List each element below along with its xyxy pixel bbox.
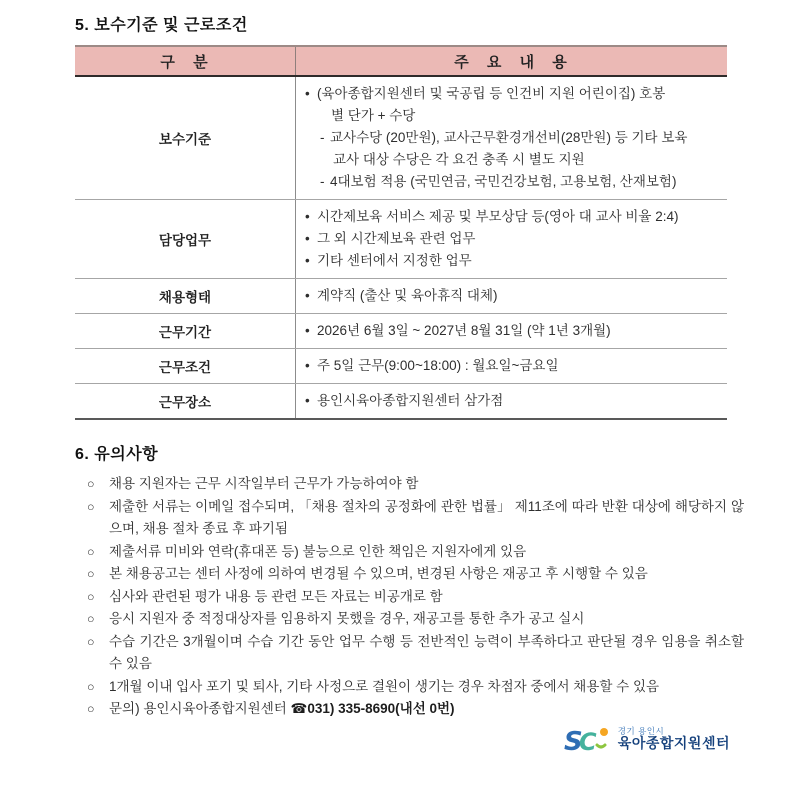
table-row-work-location <box>75 384 727 418</box>
bullet-icon: • <box>305 323 310 338</box>
note-text: 1개월 이내 입사 포기 및 퇴사, 기타 사정으로 결원이 생기는 경우 차점자 중에서 채용할 수 있음 <box>109 678 660 694</box>
line-text: 용인시육아종합지원센터 삼가점 <box>317 393 504 408</box>
content-line <box>302 171 723 193</box>
row-label: 근무기간 <box>158 325 212 340</box>
line-text: 그 외 시간제보육 관련 업무 <box>317 231 476 246</box>
table-row-employment-type <box>75 279 727 314</box>
table-row-pay <box>75 77 727 200</box>
section5-title: 5. 보수기준 및 근로조건 <box>75 17 248 34</box>
phone-number: ☎031) 335-8690(내선 0번) <box>290 701 455 716</box>
table-header-content: 주 요 내 용 <box>295 47 727 75</box>
conditions-table <box>75 45 727 420</box>
note-text: 수습 기간은 3개월이며 수습 기간 동안 업무 수행 등 전반적인 능력이 부족하다고 판단될 경우 임용을 취소할 수 있음 <box>109 633 744 671</box>
row-label: 근무조건 <box>158 360 212 375</box>
section6-title: 6. 유의사항 <box>75 446 159 463</box>
bullet-icon: • <box>305 209 310 224</box>
note-text: 채용 지원자는 근무 시작일부터 근무가 가능하여야 함 <box>109 476 419 491</box>
logo-region: 경기 용인시 <box>617 726 665 737</box>
note-text: 제출한 서류는 이메일 접수되며, 「채용 절차의 공정화에 관한 법률」 제11조에 따라 반환 대상에 해당하지 않으며, 채용 절차 종료 후 파기됨 <box>109 498 744 536</box>
content-line <box>302 228 723 250</box>
logo-text <box>618 727 730 752</box>
content-line <box>302 285 723 307</box>
bullet-icon: • <box>305 86 310 101</box>
row-content <box>295 279 727 313</box>
row-label: 보수기준 <box>158 132 212 147</box>
content-line <box>302 250 723 272</box>
footer <box>75 723 730 763</box>
circle-marker-icon: ○ <box>87 567 95 581</box>
line-text: 2026년 6월 3일 ~ 2027년 8월 31일 (약 1년 3개월) <box>317 323 611 338</box>
content-line <box>302 127 723 149</box>
row-content <box>295 384 727 418</box>
note-text <box>109 698 744 721</box>
list-item <box>87 541 744 564</box>
row-label: 근무장소 <box>158 395 212 410</box>
list-item <box>87 473 744 496</box>
content-line <box>302 320 723 342</box>
table-row-duties <box>75 200 727 279</box>
contact-text: 문의) 용인시육아종합지원센터 <box>109 701 291 716</box>
bullet-icon: • <box>305 393 310 408</box>
list-item <box>87 563 744 586</box>
table-row-work-period <box>75 314 727 349</box>
dash-icon: - <box>320 174 325 189</box>
content-line <box>302 83 723 105</box>
table-row-work-conditions <box>75 349 727 384</box>
line-text: (육아종합지원센터 및 국공립 등 인건비 지원 어린이집) 호봉 <box>317 86 666 101</box>
table-header-row <box>75 47 727 77</box>
dash-icon: - <box>320 130 325 145</box>
row-content <box>295 314 727 348</box>
list-item <box>87 586 744 609</box>
circle-marker-icon: ○ <box>87 477 95 491</box>
circle-marker-icon: ○ <box>87 499 95 514</box>
row-label: 담당업무 <box>158 233 212 248</box>
notes-list <box>87 473 744 721</box>
line-text: 계약직 (출산 및 육아휴직 대체) <box>317 288 498 303</box>
line-text: 4대보험 적용 (국민연금, 국민건강보험, 고용보험, 산재보험) <box>330 174 677 189</box>
row-content <box>295 349 727 383</box>
content-line <box>302 355 723 377</box>
list-item <box>87 631 744 676</box>
list-item-contact <box>87 698 744 721</box>
note-text: 제출서류 미비와 연락(휴대폰 등) 불능으로 인한 책임은 지원자에게 있음 <box>109 543 527 559</box>
note-text: 응시 지원자 중 적정대상자를 임용하지 못했을 경우, 재공고를 통한 추가 공고 실시 <box>109 611 585 626</box>
center-logo <box>564 723 730 757</box>
line-text: 별 단가 + 수당 <box>331 108 416 123</box>
row-content <box>295 200 727 278</box>
line-text: 교사수당 (20만원), 교사근무환경개선비(28만원) 등 기타 보육 <box>330 130 688 145</box>
circle-marker-icon: ○ <box>87 634 95 649</box>
content-line <box>302 105 723 127</box>
circle-marker-icon: ○ <box>87 544 95 559</box>
svg-text:S: S <box>563 726 583 757</box>
circle-marker-icon: ○ <box>87 702 95 716</box>
line-text: 주 5일 근무(9:00~18:00) : 월요일~금요일 <box>317 358 559 373</box>
bullet-icon: • <box>305 231 310 246</box>
note-text: 심사와 관련된 평가 내용 등 관련 모든 자료는 비공개로 함 <box>109 588 443 604</box>
content-line <box>302 149 723 171</box>
sci-logo-icon <box>564 723 612 757</box>
list-item <box>87 608 744 631</box>
circle-marker-icon: ○ <box>87 612 95 626</box>
line-text: 시간제보육 서비스 제공 및 부모상담 등(영아 대 교사 비율 2:4) <box>317 209 679 224</box>
bullet-icon: • <box>305 358 310 373</box>
table-header-category: 구 분 <box>160 54 210 71</box>
row-label: 채용형태 <box>158 290 212 305</box>
note-text: 본 채용공고는 센터 사정에 의하여 변경될 수 있으며, 변경된 사항은 재공고 후 시행할 수 있음 <box>109 566 648 581</box>
circle-marker-icon: ○ <box>87 679 95 694</box>
logo-name: 육아종합지원센터 <box>617 735 730 752</box>
line-text: 기타 센터에서 지정한 업무 <box>317 253 472 268</box>
circle-marker-icon: ○ <box>87 589 95 604</box>
bullet-icon: • <box>305 288 310 303</box>
list-item <box>87 496 744 541</box>
row-content <box>295 77 727 199</box>
content-line <box>302 390 723 412</box>
line-text: 교사 대상 수당은 각 요건 충족 시 별도 지원 <box>333 152 585 167</box>
content-line <box>302 206 723 228</box>
svg-text:C: C <box>578 727 597 756</box>
list-item <box>87 676 744 699</box>
bullet-icon: • <box>305 253 310 268</box>
